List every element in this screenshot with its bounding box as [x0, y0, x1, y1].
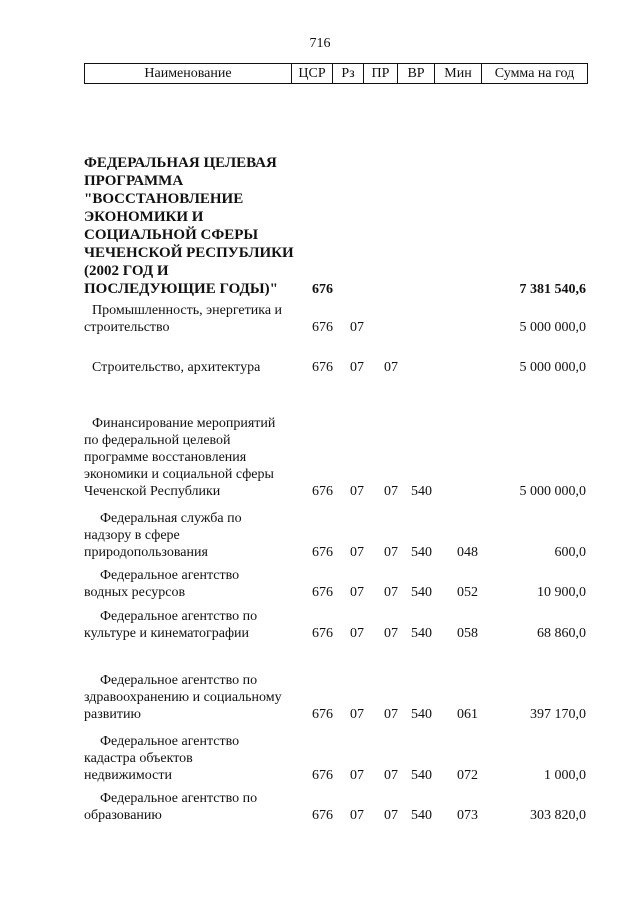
table-row — [84, 672, 592, 723]
row-csr: 676 — [312, 626, 333, 641]
row-name: ФЕДЕРАЛЬНАЯ ЦЕЛЕВАЯ ПРОГРАММА "ВОССТАНОВЛЕНИЕ ЭКОНОМИКИ И СОЦИАЛЬНОЙ СФЕРЫ ЧЕЧЕНСКОЙ РЕСПУБЛИКИ (2002 ГОД И ПОСЛЕДУЮЩИЕ ГОДЫ)" — [84, 155, 294, 297]
row-sum: 303 820,0 — [530, 808, 586, 823]
row-sum: 5 000 000,0 — [519, 320, 586, 335]
row-rz: 07 — [350, 484, 364, 499]
table-row — [84, 790, 592, 824]
row-sum: 10 900,0 — [537, 585, 586, 600]
row-csr: 676 — [312, 707, 333, 722]
row-rz: 07 — [350, 768, 364, 783]
row-csr: 676 — [312, 545, 333, 560]
row-pr: 07 — [384, 360, 398, 375]
row-csr: 676 — [312, 585, 333, 600]
row-csr: 676 — [312, 360, 333, 375]
header-vr: ВР — [398, 64, 435, 84]
row-min: 048 — [457, 545, 478, 560]
row-sum: 7 381 540,6 — [519, 282, 586, 297]
table-row — [84, 302, 592, 336]
row-sum: 5 000 000,0 — [519, 360, 586, 375]
header-sum: Сумма на год — [482, 64, 588, 84]
row-name: Федеральное агентство кадастра объектов недвижимости — [84, 734, 240, 783]
table-row — [84, 398, 592, 500]
row-rz: 07 — [350, 545, 364, 560]
row-pr: 07 — [384, 585, 398, 600]
row-min: 073 — [457, 808, 478, 823]
row-rz: 07 — [350, 320, 364, 335]
row-name: Федеральная служба по надзору в сфере природопользования — [84, 511, 242, 560]
row-vr: 540 — [411, 626, 432, 641]
table-row — [84, 608, 592, 642]
header-csr: ЦСР — [292, 64, 333, 84]
row-vr: 540 — [411, 545, 432, 560]
table-row — [84, 733, 592, 784]
row-pr: 07 — [384, 768, 398, 783]
row-rz: 07 — [350, 585, 364, 600]
row-vr: 540 — [411, 768, 432, 783]
row-pr: 07 — [384, 808, 398, 823]
row-name: Федеральное агентство водных ресурсов — [84, 568, 240, 600]
row-vr: 540 — [411, 484, 432, 499]
row-rz: 07 — [350, 707, 364, 722]
row-csr: 676 — [312, 484, 333, 499]
row-vr: 540 — [411, 585, 432, 600]
row-sum: 397 170,0 — [530, 707, 586, 722]
row-csr: 676 — [312, 808, 333, 823]
header-pr: ПР — [364, 64, 398, 84]
row-rz: 07 — [350, 626, 364, 641]
column-header-table — [84, 63, 588, 84]
row-min: 052 — [457, 585, 478, 600]
row-sum: 5 000 000,0 — [519, 484, 586, 499]
row-pr: 07 — [384, 484, 398, 499]
row-min: 058 — [457, 626, 478, 641]
row-pr: 07 — [384, 545, 398, 560]
row-name: Строительство, архитектура — [92, 360, 261, 375]
row-name: Федеральное агентство по здравоохранению и социальному развитию — [84, 673, 282, 722]
table-row — [84, 150, 592, 298]
row-vr: 540 — [411, 707, 432, 722]
row-sum: 600,0 — [554, 545, 586, 560]
header-name: Наименование — [85, 64, 292, 84]
row-pr: 07 — [384, 626, 398, 641]
row-rz: 07 — [350, 808, 364, 823]
row-vr: 540 — [411, 808, 432, 823]
row-rz: 07 — [350, 360, 364, 375]
row-name: Промышленность, энергетика и строительство — [84, 303, 283, 335]
header-min: Мин — [435, 64, 482, 84]
header-rz: Рз — [333, 64, 364, 84]
page-number: 716 — [309, 36, 331, 51]
row-sum: 68 860,0 — [537, 626, 586, 641]
row-sum: 1 000,0 — [544, 768, 586, 783]
row-name: Финансирование мероприятий по федеральной целевой программе восстановления экономики и социальной сферы Чеченской Республики — [84, 416, 276, 499]
table-row — [84, 567, 592, 601]
row-name: Федеральное агентство по образованию — [84, 791, 258, 823]
row-min: 072 — [457, 768, 478, 783]
row-min: 061 — [457, 707, 478, 722]
row-csr: 676 — [312, 282, 333, 297]
column-header-row — [85, 64, 588, 84]
table-row — [84, 358, 592, 376]
row-csr: 676 — [312, 320, 333, 335]
table-row — [84, 510, 592, 561]
row-name: Федеральное агентство по культуре и кинематографии — [84, 609, 258, 641]
row-csr: 676 — [312, 768, 333, 783]
row-pr: 07 — [384, 707, 398, 722]
